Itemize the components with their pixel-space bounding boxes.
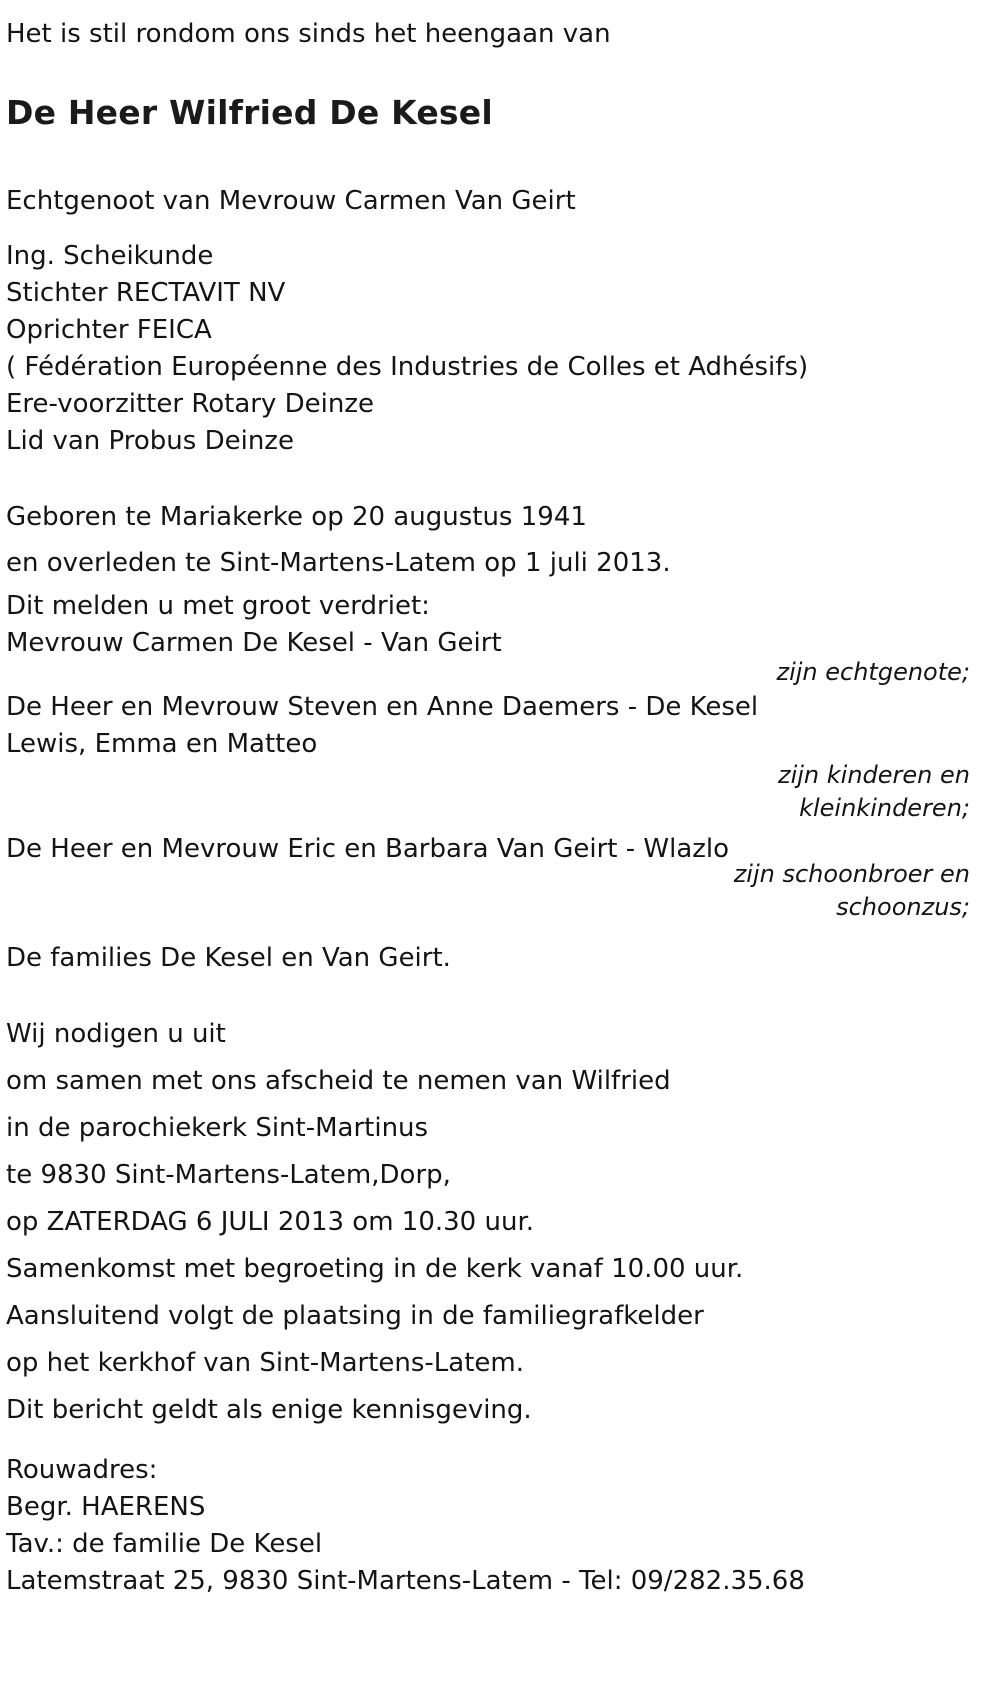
intro-text: Het is stil rondom ons sinds het heengaan van — [6, 19, 611, 49]
title-line: Stichter RECTAVIT NV — [6, 278, 286, 308]
invitation-line: Wij nodigen u uit — [6, 1019, 226, 1049]
invitation-line: om samen met ons afscheid te nemen van Wilfried — [6, 1066, 671, 1096]
invitation-block — [6, 1011, 972, 1434]
address-line: Tav.: de familie De Kesel — [6, 1529, 323, 1559]
invitation-line: in de parochiekerk Sint-Martinus — [6, 1113, 429, 1143]
spacer — [6, 977, 972, 1011]
survivor-name: De Heer en Mevrouw Steven en Anne Daemers - De Kesel — [6, 692, 759, 722]
spacer — [6, 1434, 972, 1452]
invitation-line: op het kerkhof van Sint-Martens-Latem. — [6, 1348, 524, 1378]
death-line: en overleden te Sint-Martens-Latem op 1 juli 2013. — [6, 548, 671, 578]
spacer — [6, 460, 972, 494]
families-line: De families De Kesel en Van Geirt. — [6, 943, 451, 973]
survivor-group-1 — [6, 625, 972, 689]
title-line: Ere-voorzitter Rotary Deinze — [6, 389, 374, 419]
dates-block — [6, 494, 972, 586]
spacer — [6, 220, 972, 238]
title-line: Oprichter FEICA — [6, 315, 212, 345]
address-line: Rouwadres: — [6, 1455, 158, 1485]
birth-line: Geboren te Mariakerke op 20 augustus 1941 — [6, 502, 587, 532]
survivor-group-2 — [6, 689, 972, 825]
survivor-relation: schoonzus; — [836, 893, 970, 921]
title-line: ( Fédération Européenne des Industries de Colles et Adhésifs) — [6, 352, 809, 382]
mourning-address-block — [6, 1452, 972, 1600]
invitation-line: op ZATERDAG 6 JULI 2013 om 10.30 uur. — [6, 1207, 535, 1237]
deceased-name: De Heer Wilfried De Kesel — [6, 93, 493, 132]
notice-intro: Dit melden u met groot verdriet: — [6, 591, 430, 621]
survivor-name: De Heer en Mevrouw Eric en Barbara Van Geirt - Wlazlo — [6, 834, 730, 864]
survivor-relation: kleinkinderen; — [799, 794, 970, 822]
titles-block — [6, 238, 972, 460]
invitation-line: Samenkomst met begroeting in de kerk vanaf 10.00 uur. — [6, 1254, 744, 1284]
invitation-line: Aansluitend volgt de plaatsing in de familiegrafkelder — [6, 1301, 704, 1331]
invitation-line: te 9830 Sint-Martens-Latem,Dorp, — [6, 1160, 451, 1190]
survivor-relation: zijn kinderen en — [778, 761, 970, 789]
survivor-group-3 — [6, 831, 972, 924]
address-line: Latemstraat 25, 9830 Sint-Martens-Latem - Tel: 09/282.35.68 — [6, 1566, 805, 1596]
survivor-name: Mevrouw Carmen De Kesel - Van Geirt — [6, 628, 502, 658]
invitation-line: Dit bericht geldt als enige kennisgeving. — [6, 1395, 532, 1425]
survivor-name: Lewis, Emma en Matteo — [6, 729, 318, 759]
address-line: Begr. HAERENS — [6, 1492, 206, 1522]
title-line: Ing. Scheikunde — [6, 241, 214, 271]
survivor-relation: zijn schoonbroer en — [733, 860, 970, 888]
survivor-relation: zijn echtgenote; — [776, 658, 970, 686]
spouse-line: Echtgenoot van Mevrouw Carmen Van Geirt — [6, 186, 576, 216]
title-line: Lid van Probus Deinze — [6, 426, 294, 456]
